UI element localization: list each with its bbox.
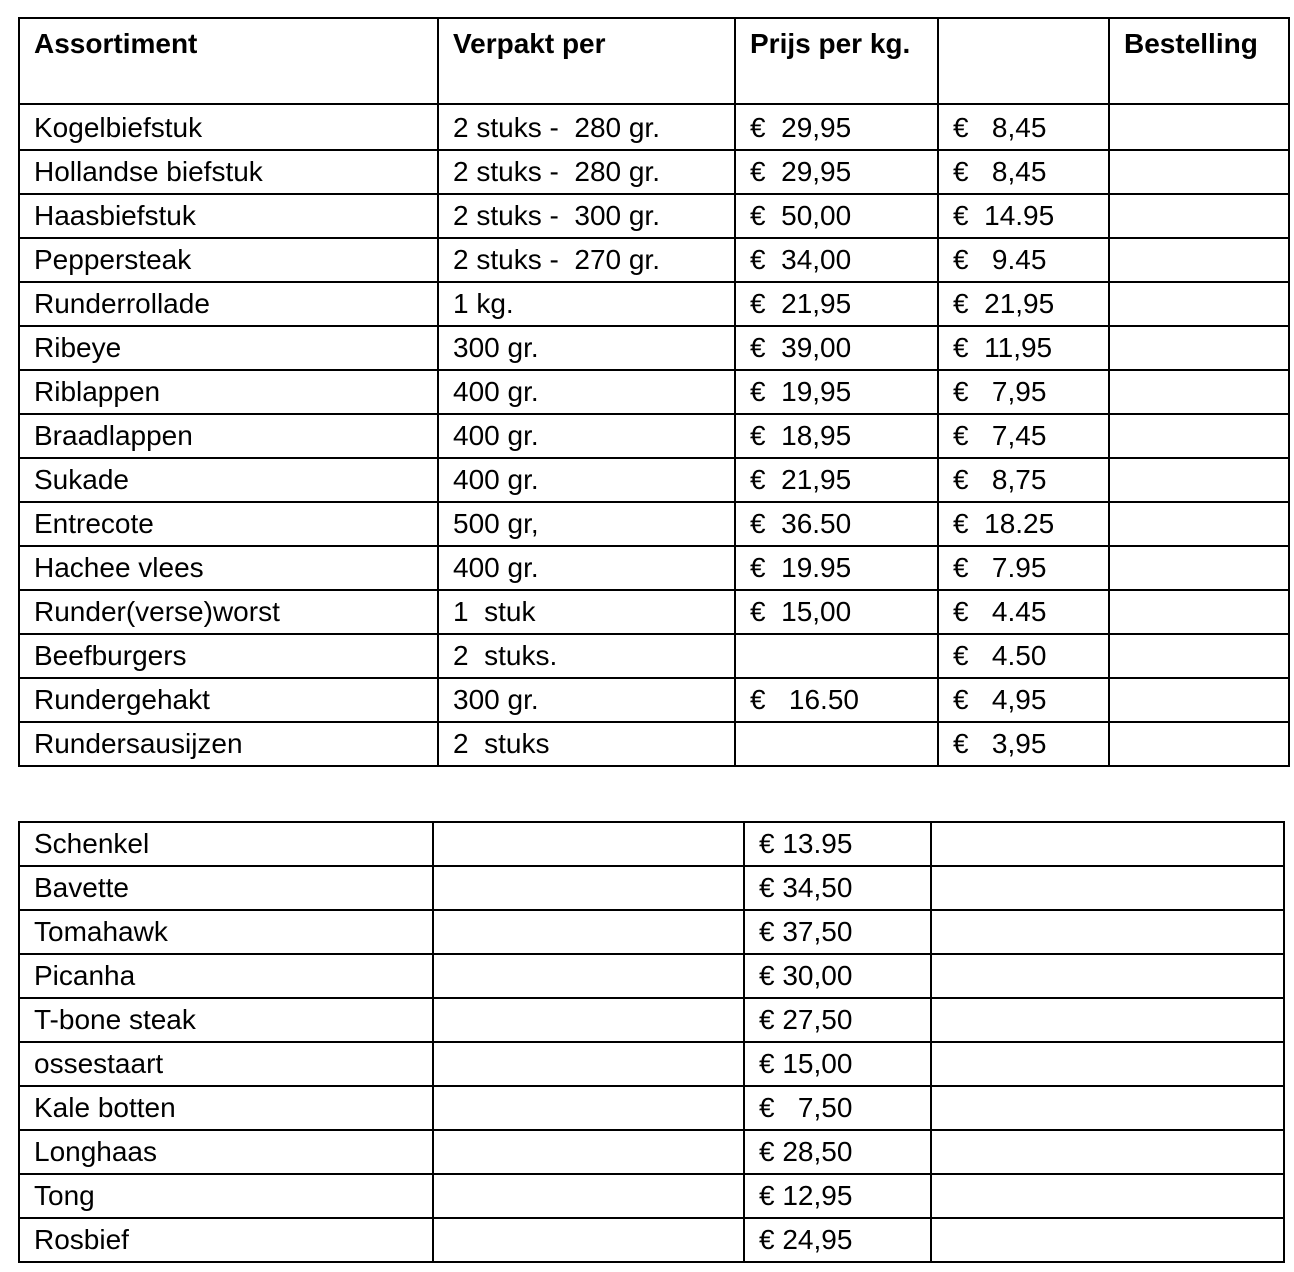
price-per-pack-cell: € 4.45 xyxy=(938,590,1109,634)
price-per-kg-cell: € 18,95 xyxy=(735,414,938,458)
header-bestelling: Bestelling xyxy=(1109,18,1289,104)
price-per-pack-cell: € 8,75 xyxy=(938,458,1109,502)
product-name-cell: Haasbiefstuk xyxy=(19,194,438,238)
order-cell[interactable] xyxy=(1109,678,1289,722)
order-cell[interactable] xyxy=(1109,150,1289,194)
table-row xyxy=(19,634,1289,678)
table-row xyxy=(19,590,1289,634)
table-row xyxy=(19,998,1284,1042)
price-per-kg-cell: € 19.95 xyxy=(735,546,938,590)
package-size-cell: 2 stuks - 280 gr. xyxy=(438,150,735,194)
price-per-pack-cell: € 7,45 xyxy=(938,414,1109,458)
package-size-cell xyxy=(433,822,744,866)
price-per-pack-cell: € 4,95 xyxy=(938,678,1109,722)
product-name-cell: ossestaart xyxy=(19,1042,433,1086)
order-cell[interactable] xyxy=(931,1042,1284,1086)
price-per-kg-cell: € 21,95 xyxy=(735,282,938,326)
order-cell[interactable] xyxy=(1109,458,1289,502)
price-per-pack-cell: € 7,95 xyxy=(938,370,1109,414)
price-per-pack-cell: € 14.95 xyxy=(938,194,1109,238)
table-row xyxy=(19,458,1289,502)
price-per-kg-cell: € 50,00 xyxy=(735,194,938,238)
price-table-extra xyxy=(18,821,1285,1263)
price-per-pack-cell: € 7.95 xyxy=(938,546,1109,590)
table-row xyxy=(19,282,1289,326)
product-name-cell: Peppersteak xyxy=(19,238,438,282)
table-row xyxy=(19,1042,1284,1086)
table-row xyxy=(19,822,1284,866)
order-cell[interactable] xyxy=(1109,502,1289,546)
price-cell: € 30,00 xyxy=(744,954,931,998)
package-size-cell: 1 kg. xyxy=(438,282,735,326)
price-cell: € 24,95 xyxy=(744,1218,931,1262)
product-name-cell: Kogelbiefstuk xyxy=(19,104,438,150)
package-size-cell xyxy=(433,910,744,954)
order-cell[interactable] xyxy=(931,1130,1284,1174)
price-cell: € 28,50 xyxy=(744,1130,931,1174)
table-row xyxy=(19,104,1289,150)
package-size-cell: 2 stuks - 270 gr. xyxy=(438,238,735,282)
package-size-cell xyxy=(433,1174,744,1218)
table-row xyxy=(19,502,1289,546)
table-row xyxy=(19,1174,1284,1218)
price-per-kg-cell xyxy=(735,634,938,678)
order-cell[interactable] xyxy=(1109,634,1289,678)
product-name-cell: Rundersausijzen xyxy=(19,722,438,766)
order-cell[interactable] xyxy=(1109,238,1289,282)
order-cell[interactable] xyxy=(931,822,1284,866)
order-cell[interactable] xyxy=(1109,194,1289,238)
price-per-kg-cell: € 36.50 xyxy=(735,502,938,546)
table-row xyxy=(19,546,1289,590)
product-name-cell: T-bone steak xyxy=(19,998,433,1042)
order-cell[interactable] xyxy=(1109,414,1289,458)
product-name-cell: Rundergehakt xyxy=(19,678,438,722)
table-row xyxy=(19,194,1289,238)
product-name-cell: Tong xyxy=(19,1174,433,1218)
package-size-cell: 400 gr. xyxy=(438,370,735,414)
table-row xyxy=(19,1086,1284,1130)
table-row xyxy=(19,954,1284,998)
product-name-cell: Braadlappen xyxy=(19,414,438,458)
order-cell[interactable] xyxy=(1109,546,1289,590)
package-size-cell: 2 stuks - 280 gr. xyxy=(438,104,735,150)
price-table-main xyxy=(18,17,1290,767)
package-size-cell xyxy=(433,1130,744,1174)
price-per-kg-cell xyxy=(735,722,938,766)
price-per-pack-cell: € 9.45 xyxy=(938,238,1109,282)
table-row xyxy=(19,722,1289,766)
price-per-pack-cell: € 4.50 xyxy=(938,634,1109,678)
order-cell[interactable] xyxy=(1109,722,1289,766)
order-cell[interactable] xyxy=(931,1086,1284,1130)
package-size-cell xyxy=(433,998,744,1042)
header-prijs-per-kg: Prijs per kg. xyxy=(735,18,938,104)
price-per-pack-cell: € 3,95 xyxy=(938,722,1109,766)
order-cell[interactable] xyxy=(931,866,1284,910)
product-name-cell: Runder(verse)worst xyxy=(19,590,438,634)
product-name-cell: Picanha xyxy=(19,954,433,998)
product-name-cell: Schenkel xyxy=(19,822,433,866)
table-row xyxy=(19,678,1289,722)
price-per-kg-cell: € 15,00 xyxy=(735,590,938,634)
product-name-cell: Entrecote xyxy=(19,502,438,546)
package-size-cell xyxy=(433,1042,744,1086)
package-size-cell: 1 stuk xyxy=(438,590,735,634)
price-cell: € 27,50 xyxy=(744,998,931,1042)
order-cell[interactable] xyxy=(931,998,1284,1042)
price-per-pack-cell: € 18.25 xyxy=(938,502,1109,546)
price-per-pack-cell: € 11,95 xyxy=(938,326,1109,370)
package-size-cell: 2 stuks xyxy=(438,722,735,766)
package-size-cell: 500 gr, xyxy=(438,502,735,546)
table-header-row xyxy=(19,18,1289,104)
package-size-cell: 300 gr. xyxy=(438,326,735,370)
price-per-kg-cell: € 16.50 xyxy=(735,678,938,722)
price-cell: € 13.95 xyxy=(744,822,931,866)
price-cell: € 37,50 xyxy=(744,910,931,954)
price-cell: € 12,95 xyxy=(744,1174,931,1218)
package-size-cell: 2 stuks. xyxy=(438,634,735,678)
order-cell[interactable] xyxy=(1109,104,1289,150)
price-per-kg-cell: € 29,95 xyxy=(735,104,938,150)
price-per-kg-cell: € 19,95 xyxy=(735,370,938,414)
product-name-cell: Riblappen xyxy=(19,370,438,414)
product-name-cell: Runderrollade xyxy=(19,282,438,326)
package-size-cell xyxy=(433,954,744,998)
price-per-kg-cell: € 21,95 xyxy=(735,458,938,502)
table-row xyxy=(19,238,1289,282)
price-cell: € 7,50 xyxy=(744,1086,931,1130)
order-cell[interactable] xyxy=(931,910,1284,954)
package-size-cell xyxy=(433,866,744,910)
price-per-pack-cell: € 8,45 xyxy=(938,150,1109,194)
table-row xyxy=(19,1130,1284,1174)
order-cell[interactable] xyxy=(1109,282,1289,326)
header-price-per-pack xyxy=(938,18,1109,104)
package-size-cell: 300 gr. xyxy=(438,678,735,722)
product-name-cell: Tomahawk xyxy=(19,910,433,954)
product-name-cell: Ribeye xyxy=(19,326,438,370)
price-per-pack-cell: € 8,45 xyxy=(938,104,1109,150)
table-row xyxy=(19,866,1284,910)
package-size-cell xyxy=(433,1086,744,1130)
product-name-cell: Sukade xyxy=(19,458,438,502)
price-per-pack-cell: € 21,95 xyxy=(938,282,1109,326)
product-name-cell: Bavette xyxy=(19,866,433,910)
price-cell: € 34,50 xyxy=(744,866,931,910)
price-per-kg-cell: € 29,95 xyxy=(735,150,938,194)
table-row xyxy=(19,414,1289,458)
product-name-cell: Kale botten xyxy=(19,1086,433,1130)
price-cell: € 15,00 xyxy=(744,1042,931,1086)
order-cell[interactable] xyxy=(1109,590,1289,634)
product-name-cell: Hachee vlees xyxy=(19,546,438,590)
package-size-cell: 400 gr. xyxy=(438,458,735,502)
order-cell[interactable] xyxy=(1109,326,1289,370)
product-name-cell: Beefburgers xyxy=(19,634,438,678)
table-row xyxy=(19,910,1284,954)
order-cell[interactable] xyxy=(931,954,1284,998)
table-row xyxy=(19,326,1289,370)
order-cell[interactable] xyxy=(931,1218,1284,1262)
price-per-kg-cell: € 34,00 xyxy=(735,238,938,282)
price-per-kg-cell: € 39,00 xyxy=(735,326,938,370)
order-cell[interactable] xyxy=(931,1174,1284,1218)
package-size-cell: 2 stuks - 300 gr. xyxy=(438,194,735,238)
product-name-cell: Longhaas xyxy=(19,1130,433,1174)
product-name-cell: Rosbief xyxy=(19,1218,433,1262)
header-assortiment: Assortiment xyxy=(19,18,438,104)
table-row xyxy=(19,150,1289,194)
product-name-cell: Hollandse biefstuk xyxy=(19,150,438,194)
package-size-cell: 400 gr. xyxy=(438,414,735,458)
header-verpakt-per: Verpakt per xyxy=(438,18,735,104)
package-size-cell: 400 gr. xyxy=(438,546,735,590)
table-row xyxy=(19,1218,1284,1262)
package-size-cell xyxy=(433,1218,744,1262)
order-cell[interactable] xyxy=(1109,370,1289,414)
table-row xyxy=(19,370,1289,414)
